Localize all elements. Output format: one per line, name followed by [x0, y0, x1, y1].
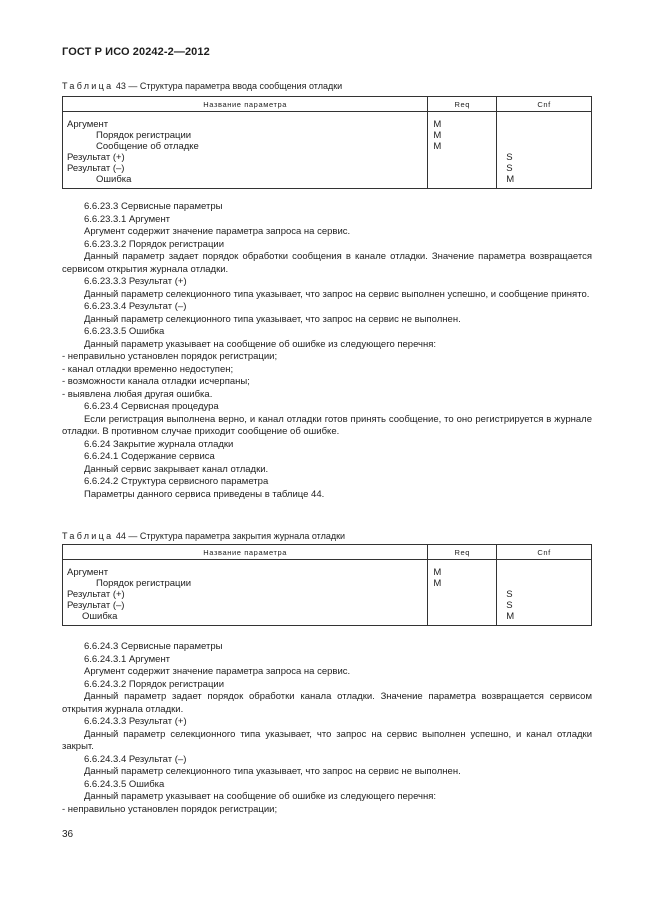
parameter-name: Сообщение об отладке	[96, 141, 199, 152]
table-43-caption	[62, 80, 342, 93]
req-value: M	[433, 578, 442, 589]
table-43	[62, 96, 592, 189]
table-44-caption	[62, 530, 345, 543]
subsection-heading: 6.6.24.2 Структура сервисного параметра	[84, 476, 269, 487]
table-header-row	[63, 545, 592, 560]
paragraph: Данный параметр селекционного типа указывает, что запрос на сервис выполнен успешно, и сообщение принято.	[84, 288, 590, 300]
subsection-heading: 6.6.23.3.5 Ошибка	[84, 326, 165, 337]
subsection-heading: 6.6.23.3.1 Аргумент	[84, 213, 171, 225]
table-body-row	[63, 112, 592, 189]
req-value: M	[433, 567, 442, 578]
paragraph: Если регистрация выполнена верно, и канал отладки готов принять сообщение, то оно регистрируется в журнале отладки. В противном случае приходит сообщение об ошибке.	[62, 413, 592, 437]
paragraph: Аргумент содержит значение параметра запроса на сервис.	[84, 226, 351, 237]
cnf-value: M	[506, 611, 515, 622]
list-item: - неправильно установлен порядок регистрации;	[62, 351, 278, 362]
parameter-name: Ошибка	[96, 174, 132, 185]
parameter-name: Аргумент	[67, 567, 109, 578]
subsection-heading: 6.6.24.3.3 Результат (+)	[84, 716, 187, 727]
list-item: - возможности канала отладки исчерпаны;	[62, 376, 250, 387]
subsection-heading: 6.6.24.3 Сервисные параметры	[84, 641, 223, 652]
subsection-heading: 6.6.23.3 Сервисные параметры	[84, 201, 223, 212]
subsection-heading: 6.6.24.3.1 Аргумент	[84, 653, 171, 665]
req-value	[428, 152, 496, 163]
parameter-name: Результат (+)	[67, 152, 125, 163]
paragraph: Данный параметр селекционного типа указывает, что запрос на сервис не выполнен.	[84, 766, 461, 777]
paragraph: Данный параметр селекционного типа указывает, что запрос на сервис выполнен успешно, и канал отладки закрыт.	[62, 728, 592, 752]
subsection-heading: 6.6.23.4 Сервисная процедура	[84, 401, 219, 412]
table-header-row	[63, 97, 592, 112]
table-44	[62, 544, 592, 626]
page-number: 36	[62, 829, 74, 840]
parameter-name: Результат (–)	[67, 600, 125, 611]
subsection-heading: 6.6.24.1 Содержание сервиса	[84, 451, 215, 462]
paragraph: Данный параметр задает порядок обработки сообщения в канале отладки. Значение параметра возвращается сервисом открытия журнала отладки.	[62, 251, 592, 275]
paragraph: Данный параметр задает порядок обработки канала отладки. Значение параметра возвращается сервисом открытия журнала отладки.	[62, 691, 592, 715]
paragraph: Данный сервис закрывает канал отладки.	[84, 463, 269, 475]
req-value	[428, 600, 496, 611]
req-value	[428, 589, 496, 600]
subsection-heading: 6.6.24.3.5 Ошибка	[84, 778, 165, 790]
table-43-caption-text: 43 — Структура параметра ввода сообщения отладки	[113, 81, 343, 91]
subsection-heading: 6.6.24.3.2 Порядок регистрации	[84, 678, 225, 690]
parameter-name: Результат (+)	[67, 589, 125, 600]
subsection-heading: 6.6.24.3.4 Результат (–)	[84, 753, 187, 765]
subsection-heading: 6.6.23.3.4 Результат (–)	[84, 301, 187, 312]
parameter-name: Порядок регистрации	[96, 578, 192, 589]
req-value: M	[433, 141, 442, 152]
column-header-cnf: Cnf	[497, 97, 592, 112]
req-cell	[428, 560, 497, 626]
req-value	[428, 611, 496, 622]
req-cell	[428, 112, 497, 189]
cnf-value	[497, 141, 591, 152]
parameter-name: Порядок регистрации	[96, 130, 192, 141]
req-value	[428, 174, 496, 185]
parameter-name: Результат (–)	[67, 163, 125, 174]
list-item: - выявлена любая другая ошибка.	[62, 388, 213, 400]
document-page	[62, 0, 592, 913]
document-header: ГОСТ Р ИСО 20242-2—2012	[62, 46, 210, 58]
column-header-name: Название параметра	[63, 97, 428, 112]
paragraph: Параметры данного сервиса приведены в таблице 44.	[84, 488, 325, 500]
paragraph: Аргумент содержит значение параметра запроса на сервис.	[84, 666, 351, 677]
column-header-cnf: Cnf	[497, 545, 592, 560]
section-heading: 6.6.24 Закрытие журнала отладки	[84, 438, 234, 450]
section-6-6-24-text	[62, 641, 592, 816]
req-value	[428, 163, 496, 174]
column-header-name: Название параметра	[63, 545, 428, 560]
table-44-caption-label: Таблица	[62, 531, 114, 541]
cnf-value: S	[506, 589, 513, 600]
list-item: - неправильно установлен порядок регистрации;	[62, 803, 278, 815]
table-body-row	[63, 560, 592, 626]
table-44-caption-text: 44 — Структура параметра закрытия журнала отладки	[113, 531, 346, 541]
table-43-caption-label: Таблица	[62, 81, 114, 91]
cnf-value	[497, 567, 591, 578]
list-item: - канал отладки временно недоступен;	[62, 363, 234, 375]
cnf-value	[497, 578, 591, 589]
cnf-value: M	[506, 174, 515, 185]
cnf-value	[497, 119, 591, 130]
paragraph: Данный параметр селекционного типа указывает, что запрос на сервис не выполнен.	[84, 313, 461, 325]
parameter-name-cell	[63, 560, 428, 626]
parameter-name: Ошибка	[82, 611, 118, 622]
paragraph: Данный параметр указывает на сообщение об ошибке из следующего перечня:	[84, 791, 437, 802]
section-6-6-23-text	[62, 201, 592, 501]
req-value: M	[433, 130, 442, 141]
column-header-req: Req	[428, 545, 497, 560]
column-header-req: Req	[428, 97, 497, 112]
cnf-value: S	[506, 600, 513, 611]
subsection-heading: 6.6.23.3.2 Порядок регистрации	[84, 238, 225, 250]
cnf-cell	[497, 560, 592, 626]
subsection-heading: 6.6.23.3.3 Результат (+)	[84, 276, 187, 287]
req-value: M	[433, 119, 442, 130]
cnf-value: S	[506, 163, 513, 174]
cnf-cell	[497, 112, 592, 189]
cnf-value	[497, 130, 591, 141]
cnf-value: S	[506, 152, 513, 163]
parameter-name: Аргумент	[67, 119, 109, 130]
paragraph: Данный параметр указывает на сообщение об ошибке из следующего перечня:	[84, 338, 437, 350]
parameter-name-cell	[63, 112, 428, 189]
